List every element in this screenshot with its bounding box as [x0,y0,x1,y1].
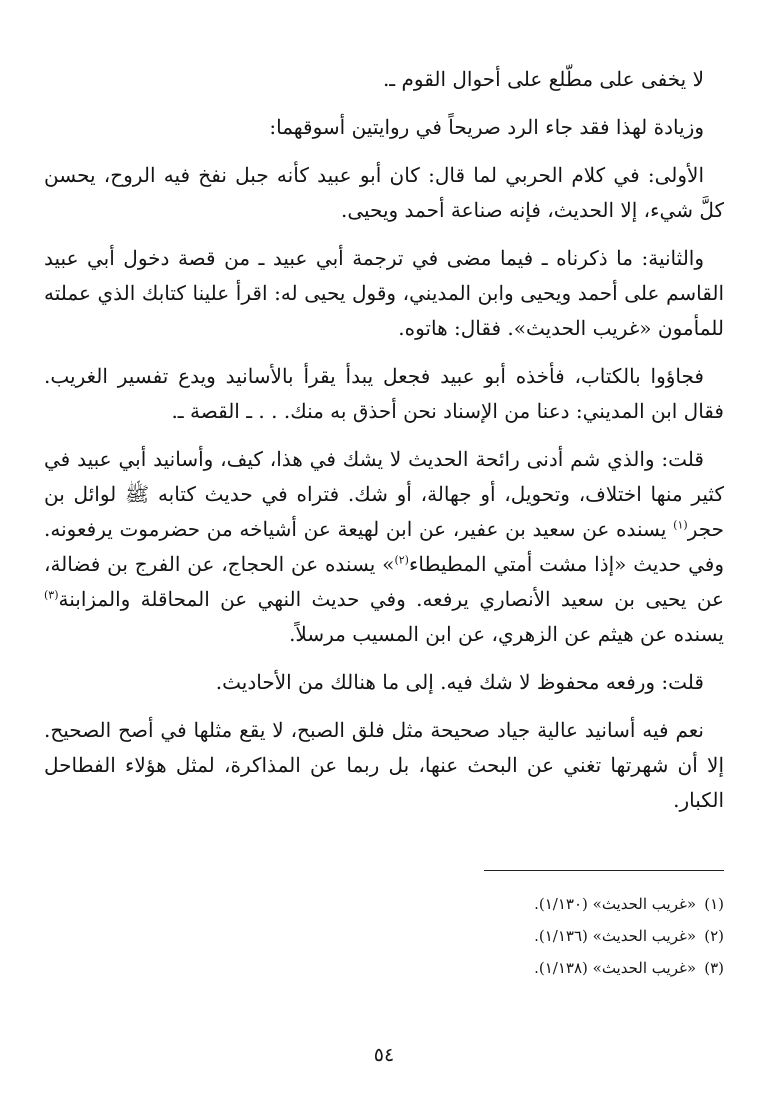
text-segment: نعم فيه أسانيد عالية جياد صحيحة مثل فلق الصبح، لا يقع مثلها في أصح الصحيح. إلا أن شهرتها تغني عن البحث عنها، بل ربما عن المذاكرة، لمثل هؤلاء الفطاحل الكبار. [44,718,724,812]
footnote-item [44,888,724,920]
text-segment: يسنده عن هيثم عن الزهري، عن ابن المسيب مرسلاً. [289,622,724,646]
text-segment: قلت: ورفعه محفوظ لا شك فيه. إلى ما هنالك من الأحاديث. [215,670,704,694]
paragraph-p1 [44,62,724,97]
text-segment: والثانية: ما ذكرناه ـ فيما مضى في ترجمة أبي عبيد ـ من قصة دخول أبي عبيد القاسم على أحمد ويحيى وابن المديني، وقول يحيى له: اقرأ علينا كتابك الذي عملته للمأمون «غريب الحديث». فقال: هاتوه. [44,246,724,340]
footnotes [44,888,724,984]
footnote-reference: (٢) [394,553,409,567]
text-segment: الأولى: في كلام الحربي لما قال: كان أبو عبيد كأنه جبل نفخ فيه الروح، يحسن كلَّ شيء، إلا الحديث، فإنه صناعة أحمد ويحيى. [44,163,724,222]
page-number: ٥٤ [373,1044,395,1066]
footnote-text: «غريب الحديث» (١/١٣٦). [534,927,696,945]
text-segment: لا يخفى على مطّلع على أحوال القوم ـ. [382,67,704,91]
paragraph-p7 [44,665,724,700]
footnote-number: (٣) [704,959,724,977]
text-segment: يسنده عن سعيد بن عفير، عن ابن لهيعة عن أشياخه من حضرموت يرفعونه. وفي حديث «إذا مشت أمتي المطيطاء [44,517,724,576]
footnote-divider [484,870,724,871]
text-segment: وزيادة لهذا فقد جاء الرد صريحاً في روايتين أسوقهما: [269,115,704,139]
footnote-reference: (١) [673,518,688,532]
paragraph-p5 [44,359,724,429]
footnote-item [44,920,724,952]
text-segment: قلت: والذي شم أدنى رائحة الحديث لا يشك في هذا، كيف، وأسانيد أبي عبيد في كثير منها اختلاف، وتحويل، أو جهالة، أو شك. فتراه في حديث كتابه ﷺ لوائل بن حجر [44,447,724,541]
text-segment: فجاؤوا بالكتاب، فأخذه أبو عبيد فجعل يبدأ يقرأ بالأسانيد ويدع تفسير الغريب. فقال ابن المديني: دعنا من الإسناد نحن أحذق به منك. . . ـ القصة ـ. [44,364,724,423]
text-segment: » يسنده عن الحجاج، عن الفرج بن فضالة، عن يحيى بن سعيد الأنصاري يرفعه. وفي حديث النهي عن المحاقلة والمزابنة [44,552,724,611]
footnote-text: «غريب الحديث» (١/١٣٨). [534,959,696,977]
footnote-text: «غريب الحديث» (١/١٣٠). [534,895,696,913]
paragraph-p4 [44,241,724,346]
paragraph-p8 [44,713,724,818]
body-text [44,62,724,818]
footnote-number: (١) [704,895,724,913]
paragraph-p3 [44,158,724,228]
footnote-reference: (٣) [44,588,59,602]
paragraph-p2 [44,110,724,145]
paragraph-p6 [44,442,724,652]
footnote-item [44,952,724,984]
book-page [44,62,724,1104]
footnote-number: (٢) [704,927,724,945]
